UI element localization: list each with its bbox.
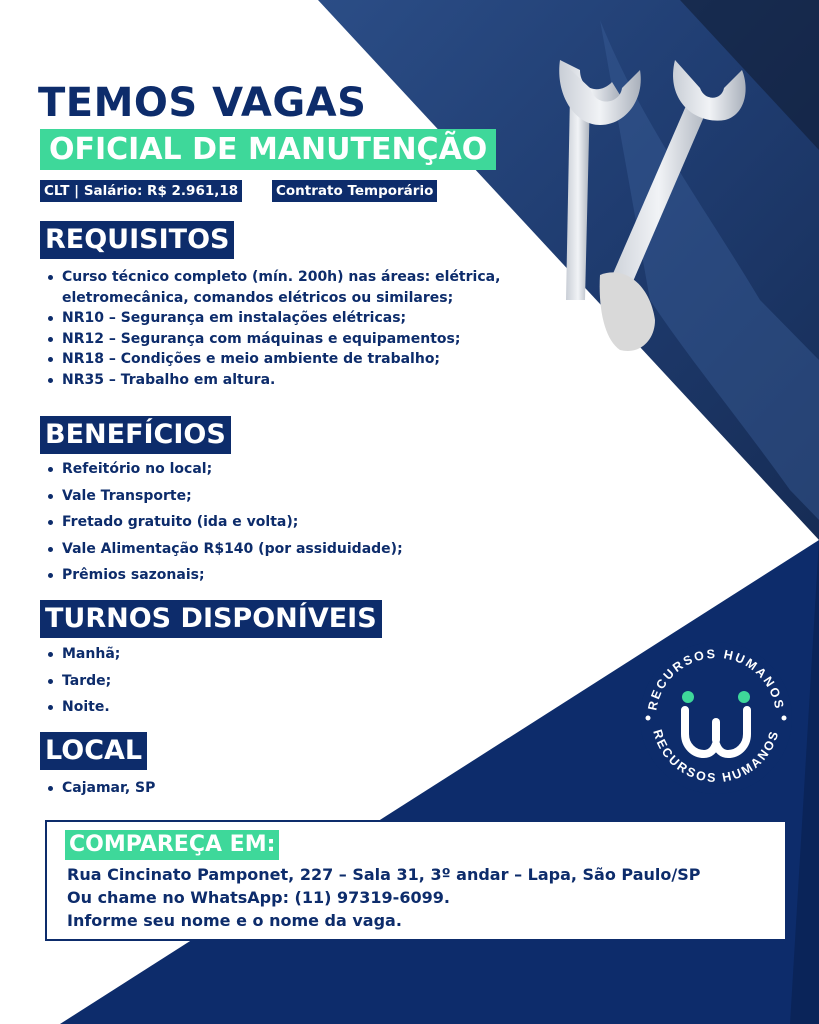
list-item: Manhã; (46, 641, 120, 668)
requirements-title: REQUISITOS (40, 221, 234, 259)
list-item: Curso técnico completo (mín. 200h) nas áreas: elétrica, eletromecânica, comandos elétricos ou similares; (46, 267, 526, 308)
list-item: Tarde; (46, 668, 120, 695)
requirements-list (46, 267, 526, 390)
location-title: LOCAL (40, 732, 147, 770)
contract-duration-tag: Contrato Temporário (272, 180, 437, 202)
benefits-list (46, 456, 403, 589)
logo-ring-text-bottom: RECURSOS HUMANOS (650, 727, 782, 786)
contact-whatsapp[interactable]: Ou chame no WhatsApp: (11) 97319-6099. (67, 888, 450, 907)
recursos-humanos-logo (638, 640, 794, 796)
list-item: Cajamar, SP (46, 777, 155, 799)
contract-salary-tag: CLT | Salário: R$ 2.961,18 (40, 180, 242, 202)
contact-title: COMPAREÇA EM: (65, 830, 279, 860)
contact-address: Rua Cincinato Pamponet, 227 – Sala 31, 3º andar – Lapa, São Paulo/SP (67, 865, 701, 884)
list-item: NR18 – Condições e meio ambiente de trabalho; (46, 349, 526, 370)
location-list (46, 777, 155, 799)
list-item: Prêmios sazonais; (46, 562, 403, 589)
list-item: Vale Alimentação R$140 (por assiduidade); (46, 536, 403, 563)
benefits-title: BENEFÍCIOS (40, 416, 231, 454)
contact-box (45, 820, 787, 941)
list-item: Vale Transporte; (46, 483, 403, 510)
list-item: NR10 – Segurança em instalações elétricas; (46, 308, 526, 329)
headline: TEMOS VAGAS (38, 80, 367, 126)
shifts-list (46, 641, 120, 721)
list-item: NR35 – Trabalho em altura. (46, 370, 526, 391)
shifts-title: TURNOS DISPONÍVEIS (40, 600, 382, 638)
list-item: Refeitório no local; (46, 456, 403, 483)
list-item: Noite. (46, 694, 120, 721)
list-item: NR12 – Segurança com máquinas e equipamentos; (46, 329, 526, 350)
contact-instructions: Informe seu nome e o nome da vaga. (67, 911, 402, 930)
logo-ring-text-top: RECURSOS HUMANOS (645, 646, 787, 712)
job-title: OFICIAL DE MANUTENÇÃO (40, 129, 496, 170)
list-item: Fretado gratuito (ida e volta); (46, 509, 403, 536)
